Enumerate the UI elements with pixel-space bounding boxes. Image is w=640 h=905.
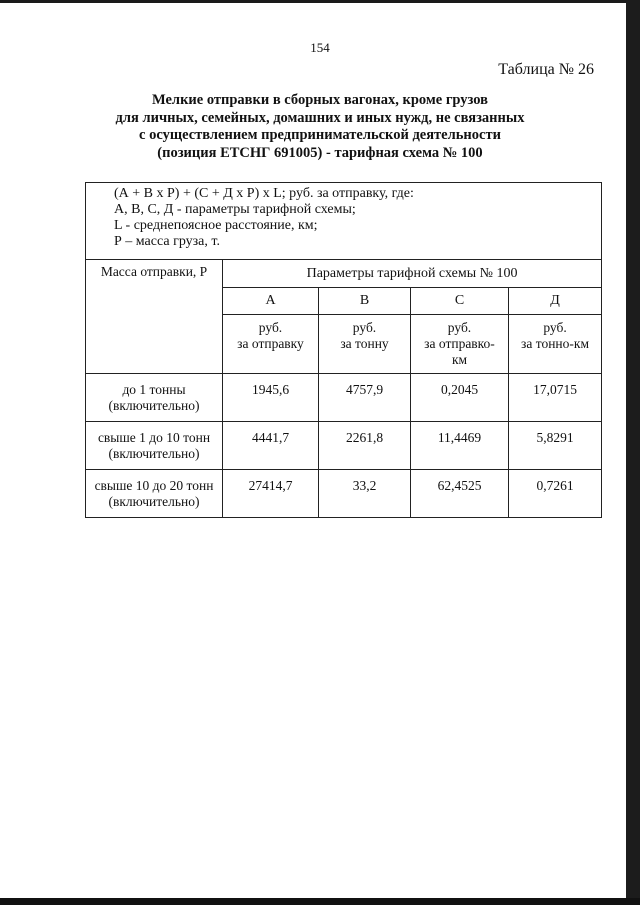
title-line: (позиция ЕТСНГ 691005) - тарифная схема № 100 xyxy=(157,144,483,161)
table-row xyxy=(86,470,602,518)
value-cell: 2261,8 xyxy=(319,422,411,470)
unit-line: км xyxy=(451,352,468,367)
row-label-line: (включительно) xyxy=(108,446,200,461)
unit-b xyxy=(319,315,411,374)
scan-edge-right xyxy=(626,0,640,905)
tariff-table xyxy=(85,182,602,518)
mass-header: Масса отправки, Р xyxy=(86,260,223,374)
value-cell: 4757,9 xyxy=(319,374,411,422)
title-line: Мелкие отправки в сборных вагонах, кроме грузов xyxy=(152,92,488,108)
row-label xyxy=(86,422,223,470)
formula-line: Р – масса груза, т. xyxy=(114,234,220,249)
title-line: для личных, семейных, домашних и иных нужд, не связанных xyxy=(115,109,525,126)
row-label-line: свыше 10 до 20 тонн xyxy=(94,478,214,493)
unit-line: за отправко- xyxy=(424,336,495,351)
scan-edge-bottom xyxy=(0,898,640,905)
formula-line: (А + В х Р) + (С + Д х Р) х L; руб. за отправку, где: xyxy=(114,186,414,201)
unit-line: руб. xyxy=(352,320,377,335)
row-label-line: свыше 1 до 10 тонн xyxy=(97,430,211,445)
unit-c xyxy=(411,315,509,374)
document-title xyxy=(80,92,560,162)
value-cell: 17,0715 xyxy=(509,374,602,422)
unit-line: руб. xyxy=(447,320,472,335)
params-header: Параметры тарифной схемы № 100 xyxy=(223,260,602,288)
param-letter-b: В xyxy=(319,288,411,315)
formula-cell xyxy=(86,183,602,260)
unit-line: за отправку xyxy=(237,336,304,351)
formula-line: А, В, С, Д - параметры тарифной схемы; xyxy=(114,202,356,217)
unit-line: руб. xyxy=(543,320,567,335)
row-label-line: до 1 тонны xyxy=(122,382,186,397)
unit-a xyxy=(223,315,319,374)
page-number: 154 xyxy=(310,40,330,55)
row-label-line: (включительно) xyxy=(108,398,200,413)
table-label: Таблица № 26 xyxy=(498,61,594,78)
value-cell: 27414,7 xyxy=(223,470,319,518)
value-cell: 1945,6 xyxy=(223,374,319,422)
row-label xyxy=(86,374,223,422)
param-letter-d: Д xyxy=(509,288,602,315)
value-cell: 5,8291 xyxy=(509,422,602,470)
param-letter-c: С xyxy=(411,288,509,315)
unit-d xyxy=(509,315,602,374)
row-label xyxy=(86,470,223,518)
value-cell: 11,4469 xyxy=(411,422,509,470)
value-cell: 33,2 xyxy=(319,470,411,518)
value-cell: 4441,7 xyxy=(223,422,319,470)
scan-edge-top xyxy=(0,0,640,3)
table-row xyxy=(86,374,602,422)
unit-line: за тонно-км xyxy=(521,336,589,351)
unit-line: руб. xyxy=(258,320,283,335)
value-cell: 0,2045 xyxy=(411,374,509,422)
table-row xyxy=(86,422,602,470)
formula-line: L - среднепоясное расстояние, км; xyxy=(114,218,318,233)
param-letter-a: А xyxy=(223,288,319,315)
row-label-line: (включительно) xyxy=(108,494,200,509)
value-cell: 62,4525 xyxy=(411,470,509,518)
title-line: с осуществлением предпринимательской деятельности xyxy=(139,127,501,143)
value-cell: 0,7261 xyxy=(509,470,602,518)
unit-line: за тонну xyxy=(340,336,389,351)
